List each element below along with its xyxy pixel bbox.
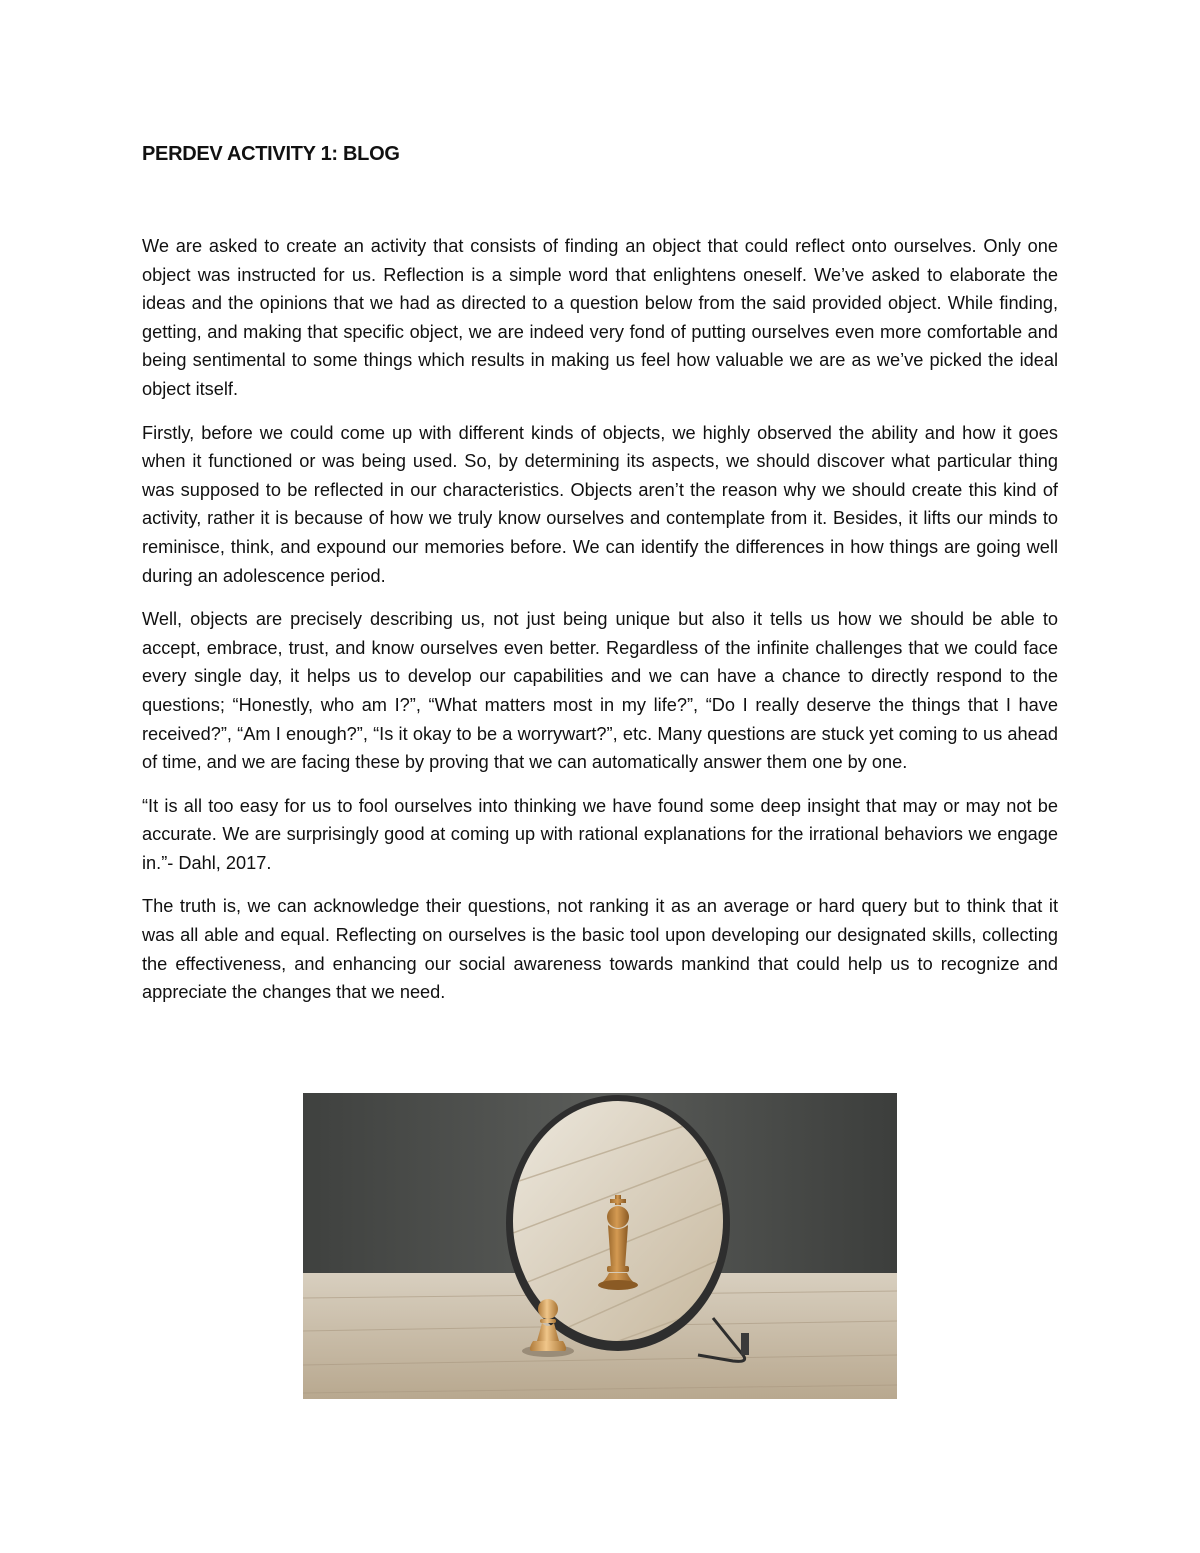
paragraph-conclusion: The truth is, we can acknowledge their questions, not ranking it as an average or hard query but to think that it was all able and equal. Reflecting on ourselves is the basic tool upon developing our designated skills, collecting the effectiveness, and enhancing our social awareness towards mankind that could help us to recognize and appreciate the changes that we need. — [142, 896, 1058, 1003]
paragraph-quote: “It is all too easy for us to fool ourselves into thinking we have found some deep insight that may or may not be accurate. We are surprisingly good at coming up with rational explanations for the irrational behaviors we engage in.”- Dahl, 2017. — [142, 795, 1058, 873]
pawn-mirror-king-illustration — [303, 1093, 897, 1399]
mirror-chess-image — [303, 1093, 897, 1399]
paragraph-well: Well, objects are precisely describing us, not just being unique but also it tells us how we should be able to accept, embrace, trust, and know ourselves even better. Regardless of the infinite challenges that we could face every single day, it helps us to develop our capabilities and we can have a chance to directly respond to the questions; “Honestly, who am I?”, “What matters most in my life?”, “Do I really deserve the things that I have received?”, “Am I enough?”, “Is it okay to be a worrywart?”, etc. Many questions are stuck yet coming to us ahead of time, and we are facing these by proving that we can automatically answer them one by one. — [142, 609, 1058, 773]
document-body — [142, 232, 1058, 1022]
paragraph-firstly: Firstly, before we could come up with different kinds of objects, we highly observed the ability and how it goes when it functioned or was being used. So, by determining its aspects, we should discover what particular thing was supposed to be reflected in our characteristics. Objects aren’t the reason why we should create this kind of activity, rather it is because of how we truly know ourselves and contemplate from it. Besides, it lifts our minds to reminisce, think, and expound our memories before. We can identify the differences in how things are going well during an adolescence period. — [142, 422, 1058, 586]
paragraph-intro: We are asked to create an activity that consists of finding an object that could reflect onto ourselves. Only one object was instructed for us. Reflection is a simple word that enlightens oneself. We’ve asked to elaborate the ideas and the opinions that we had as directed to a question below from the said provided object. While finding, getting, and making that specific object, we are indeed very fond of putting ourselves even more comfortable and being sentimental to some things which results in making us feel how valuable we are as we’ve picked the ideal object itself. — [142, 236, 1058, 399]
document-title: PERDEV ACTIVITY 1: BLOG — [142, 143, 400, 165]
